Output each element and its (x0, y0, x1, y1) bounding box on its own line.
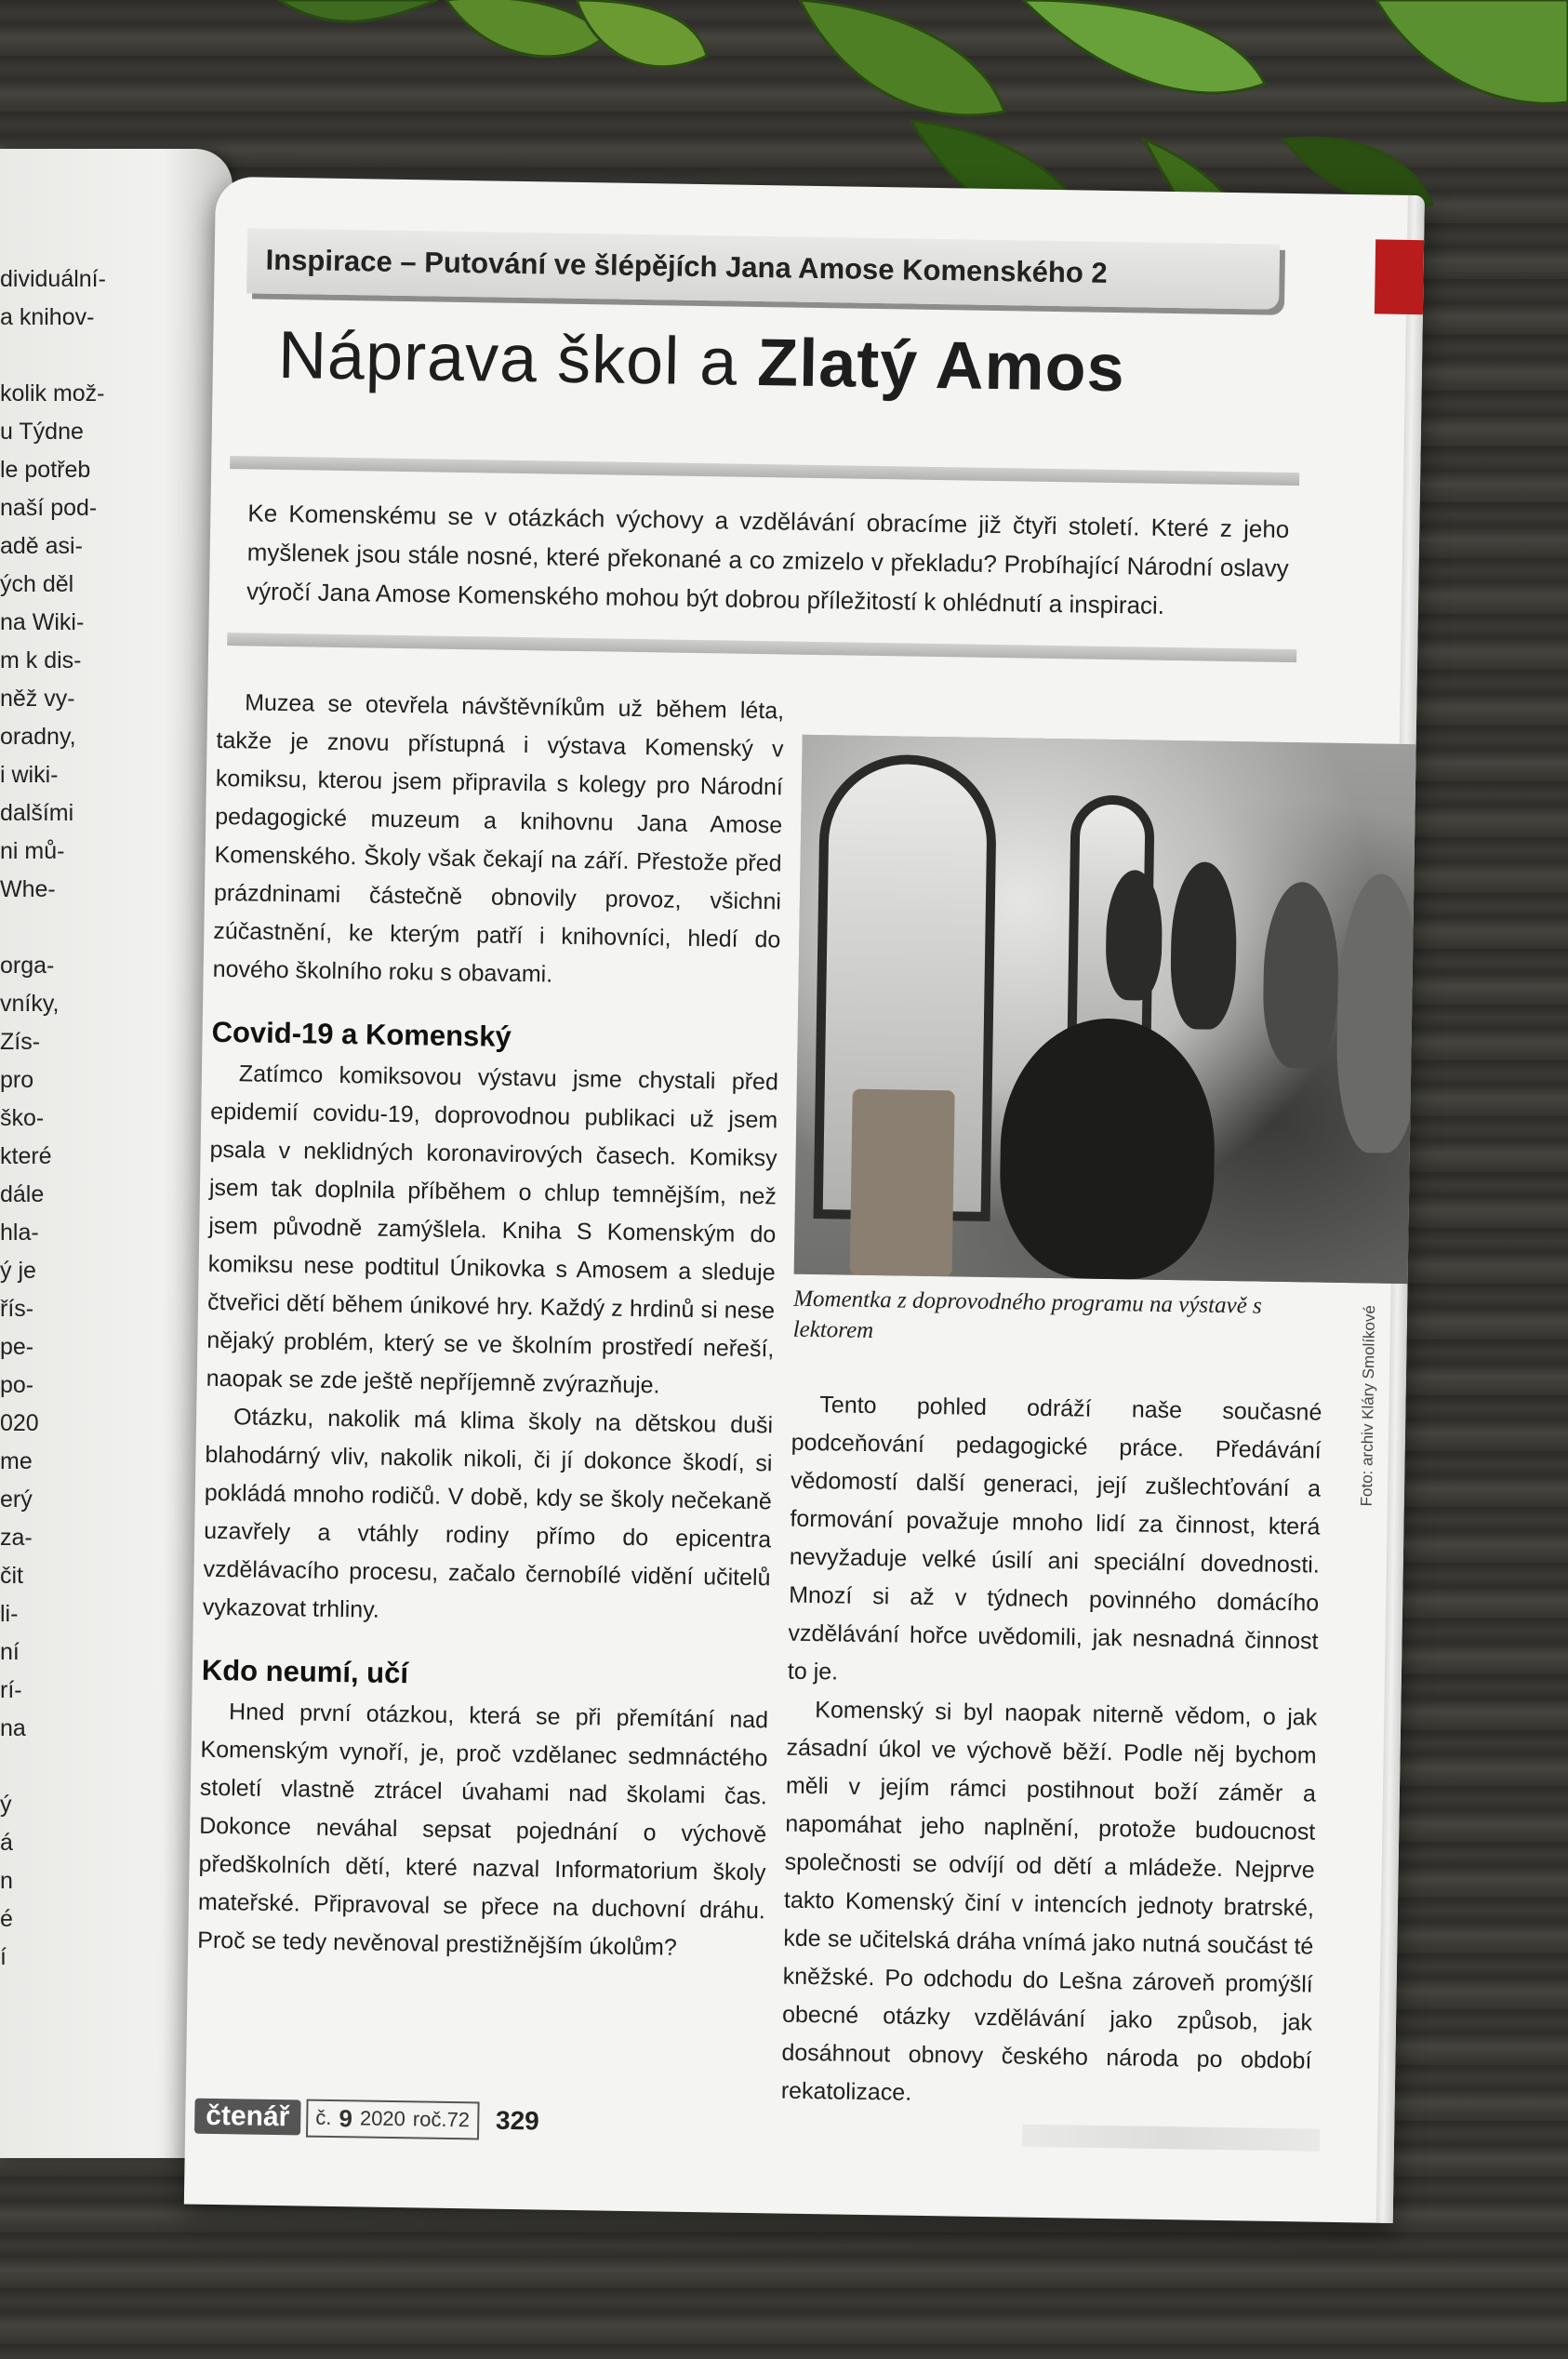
left-line: pe- (0, 1334, 34, 1360)
left-line: něž vy- (0, 686, 75, 712)
left-line: po- (0, 1372, 34, 1398)
photo-credit: Foto: archiv Kláry Smolíkové (1357, 1304, 1379, 1507)
left-line: li- (0, 1601, 19, 1627)
left-line: n (0, 1868, 13, 1894)
left-line: které (0, 1143, 52, 1169)
left-line: ško- (0, 1105, 45, 1131)
photo-caption: Momentka z doprovodného programu na výstavě s lektorem (792, 1286, 1262, 1344)
left-line: rí- (0, 1677, 22, 1703)
left-line: ni mů- (0, 838, 65, 864)
left-line: dalšími (0, 800, 74, 826)
visitor-figure (1105, 870, 1163, 1001)
magazine-page (184, 177, 1425, 2223)
left-line: ý (0, 1792, 12, 1818)
top-rule (230, 456, 1299, 486)
red-page-tab (1375, 239, 1424, 314)
visitor-figure (1335, 873, 1424, 1153)
left-line: pro (0, 1067, 34, 1093)
magazine-logo: čtenář (194, 2099, 301, 2136)
left-column (197, 684, 784, 1968)
issue-number: 9 (339, 2103, 353, 2132)
left-line: me (0, 1448, 33, 1474)
paragraph: Otázku, nakolik má klima školy na dětskou duši blahodárný vliv, nakolik nikoli, či jí dokonce škodí, si pokládá mnoho rodičů. V době, kdy se školy nečekaně uzavřely a vtáhly rodiny přímo do epicentra vzdělávacího procesu, začalo černobílé vidění učitelů vykazovat trhliny. (202, 1404, 774, 1623)
left-line: orga- (0, 953, 55, 979)
wooden-exhibit (850, 1089, 955, 1277)
left-line: na (0, 1715, 26, 1741)
left-line: kolik mož- (0, 380, 105, 406)
subheading-kdo-neumi: Kdo neumí, učí (201, 1653, 409, 1690)
left-line: řís- (0, 1296, 34, 1322)
left-line: za- (0, 1525, 33, 1551)
left-line: í (0, 1944, 7, 1970)
paragraph: Tento pohled odráží naše současné podceňování pedagogické práce. Předávání vědomostí další generaci, její zušlechťování a formování považuje mnoho lidí za činnost, která nevyžaduje velké úsilí ani speciální dovednosti. Mnozí si až v týdnech povinného domácího vzdělávání hořce uvědomili, jak nesnadná činnost to je. (787, 1392, 1322, 1686)
left-line: é (0, 1906, 13, 1932)
left-page-text (0, 260, 223, 1977)
exhibition-photo (794, 735, 1425, 1285)
left-line: naší pod- (0, 495, 98, 521)
left-line: a knihov- (0, 304, 95, 330)
left-line: dividuální- (0, 266, 106, 292)
article-headline (277, 317, 1125, 406)
visitor-figure (1262, 882, 1339, 1069)
left-line: Whe- (0, 876, 56, 902)
left-line (0, 909, 223, 947)
visitor-figure (999, 1017, 1216, 1281)
issue-info (306, 2099, 479, 2139)
left-line: le potřeb (0, 457, 91, 483)
headline-part-1: Náprava škol a (277, 317, 758, 400)
article-lead: Ke Komenskému se v otázkách výchovy a vzdělávání obracíme již čtyři století. Které z jeho myšlenek jsou stále nosné, které překonané a co zmizelo v překladu? Probíhající Národní oslavy výročí Jana Amose Komenského mohou být dobrou příležitostí k ohlédnutí a inspiraci. (246, 499, 1290, 620)
left-line: 020 (0, 1410, 39, 1436)
section-banner (246, 228, 1280, 309)
lead-bottom-rule (227, 633, 1296, 662)
right-column (781, 1386, 1322, 2119)
left-line: čit (0, 1563, 23, 1589)
left-line: dále (0, 1181, 45, 1207)
issue-year: 2020 (359, 2106, 406, 2131)
left-line: ní (0, 1639, 20, 1665)
left-line: na Wiki- (0, 609, 85, 635)
issue-volume: roč.72 (412, 2107, 471, 2132)
paragraph: Zatímco komiksovou výstavu jsme chystali před epidemií covidu-19, doprovodnou publikaci už jsem psala v neklidných koronavirových časech. Komiksy jsem tak doplnila příběhem o chlup temnějším, než jsem původně zamýšlela. Kniha S Komenským do komiksu nese podtitul Únikovka s Amosem a sleduje čtveřici dětí během únikové hry. Každý z hrdinů si nese nějaký problém, který se ve školním prostředí neřeší, naopak se zde ještě nepříjemně zvýrazňuje. (206, 1060, 779, 1399)
left-line: u Týdne (0, 419, 84, 445)
left-line: erý (0, 1486, 33, 1513)
page-number: 329 (495, 2105, 540, 2136)
left-line: m k dis- (0, 647, 82, 673)
issue-prefix: č. (315, 2105, 332, 2130)
left-line: ý je (0, 1258, 36, 1284)
paragraph: Hned první otázkou, která se při přemítání nad Komenským vynoří, je, proč vzdělanec sedmnáctého století vlastně ztrácel úvahami nad školami čas. Dokonce neváhal sepsat pojednání o výchově předškolních dětí, které nazval Informatorium školy mateřské. Připravoval se přece na duchovní dráhu. Proč se tedy nevěnoval prestižnějším úkolům? (197, 1699, 769, 1961)
left-line: á (0, 1830, 13, 1856)
page-footer (194, 2093, 539, 2145)
headline-part-2: Zlatý Amos (756, 325, 1126, 406)
left-line: vníky, (0, 991, 60, 1017)
intro-paragraph: Muzea se otevřela návštěvníkům už během léta, takže je znovu přístupná i výstava Komenský v komiksu, kterou jsem připravila s kolegy pro Národní pedagogické muzeum a knihovnu Jana Amose Komenského. Školy však čekají na září. Přestože před prázdninami částečně obnovily provoz, všichni zúčastnění, ke kterým patří i knihovníci, hledí do nového školního roku s obavami. (212, 689, 785, 988)
left-line (0, 337, 223, 375)
left-line: oradny, (0, 724, 76, 750)
subheading-covid: Covid-19 a Komenský (211, 1015, 512, 1053)
paragraph: Komenský si byl naopak niterně vědom, o jak zásadní úkol ve výchově běží. Podle něj bychom měli v jejím rámci postihnout boží záměr a napomáhat jeho naplnění, protože budoucnost společnosti se odvíjí od dětí a mládeže. Nejprve takto Komenský činí v intencích jednoty bratrské, kde se učitelská dráha vnímá jako nutná součást té kněžské. Po odchodu do Lešna zároveň promýšlí obecné otázky vzdělávání jako způsob, jak dosáhnout obnovy českého národa po období rekatolizace. (780, 1697, 1318, 2106)
visitor-figure (1170, 861, 1238, 1030)
left-line: ých děl (0, 571, 74, 597)
left-line: adě asi- (0, 533, 83, 559)
left-line: hla- (0, 1219, 39, 1246)
left-line: Zís- (0, 1029, 41, 1055)
show-through-text (1022, 2125, 1320, 2152)
left-line: i wiki- (0, 762, 59, 788)
section-title: Inspirace – Putování ve šlépějích Jana Amose Komenského 2 (265, 243, 1108, 289)
